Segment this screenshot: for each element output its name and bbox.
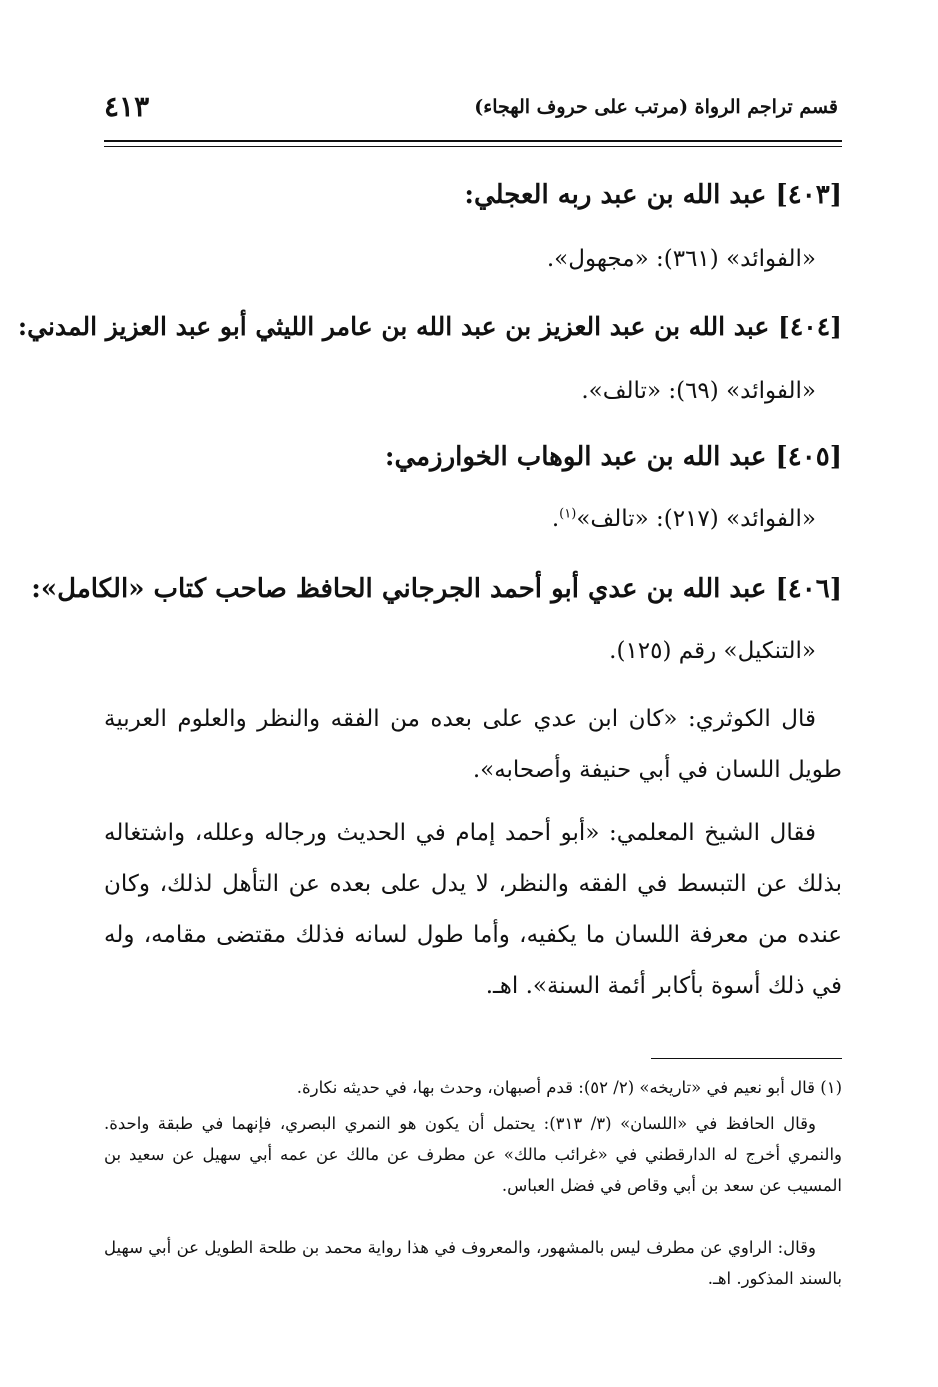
entry-405-title: [٤٠٥] عبد الله بن عبد الوهاب الخوارزمي: (384, 442, 842, 472)
entry-404-title: [٤٠٤] عبد الله بن عبد العزيز بن عبد الله بن عامر الليثي أبو عبد العزيز المدني: (17, 312, 842, 341)
entry-403-source: «الفوائد» (٣٦١): «مجهول». (546, 246, 816, 272)
entry-403-title: [٤٠٣] عبد الله بن عبد ربه العجلي: (464, 180, 842, 210)
entry-406-source: «التنكيل» رقم (١٢٥). (609, 638, 816, 664)
entry-404-source: «الفوائد» (٦٩): «تالف». (581, 378, 816, 404)
page-header (104, 90, 838, 130)
entry-405-source (104, 506, 816, 532)
footnote-1-continuation-2: وقال: الراوي عن مطرف ليس بالمشهور، والمعروف في هذا رواية محمد بن طلحة الطويل عن أبي سهيل بالسند المذكور. اهـ. (104, 1238, 842, 1288)
header-rule-thin (104, 146, 842, 147)
footnote-1-continuation-1: وقال الحافظ في «اللسان» (٣/ ٣١٣): يحتمل أن يكون هو النمري البصري، فإنهما في طبقة واحدة. والنمري أخرج له الدارقطني في «غرائب مالك» عن مطرف عن مالك عن عمه أبي سهيل عن سعيد بن المسيب عن سعد بن أبي وقاص في فضل العباس. (104, 1114, 842, 1195)
entry-406-title: [٤٠٦] عبد الله بن عدي أبو أحمد الجرجاني الحافظ صاحب كتاب «الكامل»: (31, 574, 842, 604)
footnote-separator (651, 1058, 842, 1059)
muallimi-paragraph: فقال الشيخ المعلمي: «أبو أحمد إمام في الحديث ورجاله وعلله، واشتغاله بذلك عن التبسط في الفقه والنظر، لا يدل على بعده عن التأهل لذلك، وكان عنده من معرفة اللسان ما يكفيه، وأما طول لسانه فذلك مقتضى مقامه، وله في ذلك أسوة بأكابر أئمة السنة». اهـ. (104, 820, 842, 999)
page-number: ٤١٣ (104, 90, 150, 123)
running-title: قسم تراجم الرواة (مرتب على حروف الهجاء) (474, 96, 838, 118)
entry-405-source-text: «الفوائد» (٢١٧): «تالف» (576, 506, 816, 532)
kawthari-paragraph: قال الكوثري: «كان ابن عدي على بعده من الفقه والنظر والعلوم العربية طويل اللسان في أبي حنيفة وأصحابه». (104, 706, 842, 783)
header-rule-thick (104, 140, 842, 142)
entry-405-source-end: . (551, 506, 560, 532)
footnote-marker: (١) (559, 506, 577, 522)
footnote-1: (١) قال أبو نعيم في «تاريخه» (٢/ ٥٢): قدم أصبهان، وحدث بها، في حديثه نكارة. (296, 1078, 842, 1097)
